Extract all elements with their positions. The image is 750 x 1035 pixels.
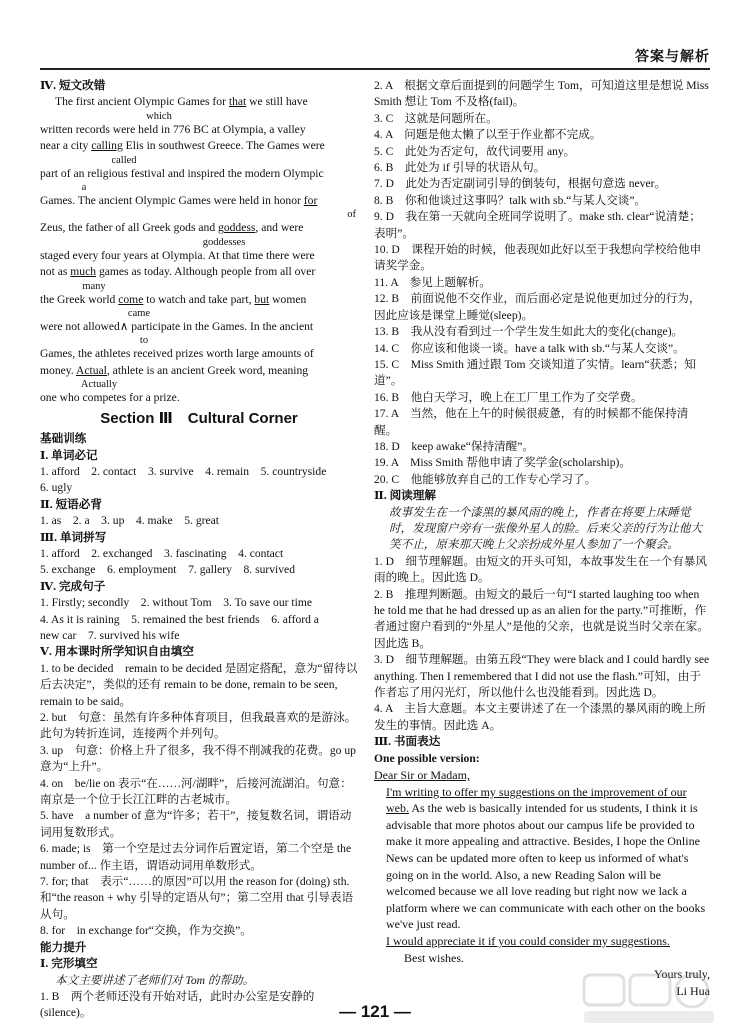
answer-item: 7. D 此处为否定副词引导的倒装句，根据句意选 never。 <box>374 177 667 191</box>
left-column <box>40 78 358 1022</box>
correction: came <box>127 308 151 320</box>
answer-item: 8. for in exchange for“交换，作为交换”。 <box>40 924 252 938</box>
answer-item: 3. D 细节理解题。由第五段“They were black and I could hardly see anything. Then I remembered that I did not use the flash.”可知，由于作者忘了用闪光灯，所以他什么也没能看到。因此选 D。 <box>374 653 710 700</box>
sub-title: Ⅳ. 完成句子 <box>40 579 106 593</box>
answer-line: 1. afford 2. exchanged 3. fascinating 4. contact <box>40 546 284 560</box>
answer-item: 18. D keep awake“保持清醒”。 <box>374 439 535 453</box>
correction: of <box>347 209 356 221</box>
answer-line: new car 7. survived his wife <box>40 628 180 642</box>
salutation: Dear Sir or Madam, <box>374 768 470 783</box>
passage-line: part of an religious festival and inspired the modern Olympic <box>40 166 324 180</box>
answer-item: 5. have a number of 意为“许多；若干”，接复数名词，谓语动词用复数形式。 <box>40 809 352 839</box>
passage-line: near a city calling Elis in southwest Greece. The Games were <box>40 139 325 153</box>
passage-line: Games, the athletes received prizes worth large amounts of <box>40 347 314 361</box>
answer-item: 8. B 你和他谈过这事吗？talk with sb.“与某人交谈”。 <box>374 193 647 207</box>
answer-item: 4. A 问题是他太懒了以至于作业都不完成。 <box>374 128 602 142</box>
passage-line: one who competes for a prize. <box>40 391 180 405</box>
sub-title: Ⅱ. 短语必背 <box>40 497 102 511</box>
essay-body: I'm writing to offer my suggestions on the improvement of our web. As the web is basically intended for us students, I think it is advisable that more photos about our campus life be provided to make it more appealing and attractive. Besides, I hope the Online News can be updated more often to keep us informed of what's going on in the world. Also, a new Reading Salon will be welcomed because we all love reading but right now we lack a platform where we can communicate with each other on the books we've just read. <box>386 784 706 932</box>
sub-title: Ⅱ. 阅读理解 <box>374 489 436 503</box>
basic-training-title: 基础训练 <box>40 432 87 446</box>
sub-title: Ⅰ. 单词必记 <box>40 448 98 462</box>
answer-item: 14. C 你应该和他谈一谈。have a talk with sb.“与某人交谈”。 <box>374 341 685 355</box>
sub-title: Ⅲ. 单词拼写 <box>40 530 107 544</box>
answer-item: 11. A 参见上题解析。 <box>374 275 491 289</box>
signature: Li Hua <box>676 983 710 998</box>
reading-intro: 故事发生在一个漆黑的暴风雨的晚上，作者在将要上床睡觉时，发现窗户旁有一张像外星人的脸。后来父亲的行为让他大笑不止，原来那天晚上父亲扮成外星人参加了一个聚会。 <box>389 505 703 552</box>
answer-item: 9. D 我在第一天就向全班同学说明了。make sth. clear“说清楚；表明”。 <box>374 210 701 240</box>
sub-title: Ⅴ. 用本课时所学知识自由填空 <box>40 645 194 659</box>
answer-item: 10. D 课程开始的时候，他表现如此好以至于我想向学校给他申请奖学金。 <box>374 243 702 273</box>
passage-line: money. Actual, athlete is an ancient Greek word, meaning <box>40 363 309 377</box>
answer-item: 1. B 两个老师还没有开始对话，此时办公室是安静的(silence)。 <box>40 989 315 1020</box>
answer-item: 20. C 他能够放弃自己的工作专心学习了。 <box>374 472 597 486</box>
answer-item: 3. C 这就是问题所在。 <box>374 111 498 125</box>
answer-line: 6. ugly <box>40 481 73 495</box>
passage-line: staged every four years at Olympia. At that time there were <box>40 248 315 262</box>
signoff: Yours truly, <box>653 967 710 982</box>
answer-line: 1. as 2. a 3. up 4. make 5. great <box>40 514 220 528</box>
watermark-logo <box>580 969 720 1029</box>
section-iv-title: Ⅳ. 短文改错 <box>40 79 106 92</box>
passage-line: written records were held in 776 BC at Olympia, a valley <box>40 122 306 136</box>
closing: Best wishes. <box>404 950 464 965</box>
passage-line: Zeus, the father of all Greek gods and goddess, and were <box>40 221 304 235</box>
essay-closing-sentence: I would appreciate it if you could consider my suggestions. <box>386 934 670 948</box>
correction: a <box>81 182 87 194</box>
answer-line: 5. exchange 6. employment 7. gallery 8. survived <box>40 563 296 577</box>
answer-item: 6. made; is 第一个空是过去分词作后置定语，第二个空是 the number of... 作主语，谓语动词用单数形式。 <box>40 842 352 872</box>
passage-line: Games. The ancient Olympic Games were held in honor for <box>40 194 318 208</box>
answer-item: 2. B 推理判断题。由短文的最后一句“I started laughing too when he told me that he had dressed up as an alien for the party.”可推断，作者通过窗户看到的“外星人”是他的父亲，也就是说当时父亲在家。因此选 B。 <box>374 587 709 650</box>
answer-item: 1. D 细节理解题。由短文的开头可知，本故事发生在一个有暴风雨的晚上。因此选 D。 <box>374 554 707 585</box>
header-title: 答案与解析 <box>635 49 710 65</box>
answer-item: 4. A 主旨大意题。本文主要讲述了在一个漆黑的暴风雨的晚上所发生的事情。因此选 A。 <box>374 702 706 732</box>
section-iii-heading: Section Ⅲ Cultural Corner <box>100 409 298 427</box>
answer-item: 16. B 他白天学习，晚上在工厂里工作为了交学费。 <box>374 390 643 404</box>
answer-item: 2. but 句意：虽然有许多种体育项目，但我最喜欢的是游泳。此句为转折连词，连接两个并列句。 <box>40 711 357 741</box>
passage-line: were not allowed∧ participate in the Games. In the ancient <box>40 320 314 334</box>
sub-title: Ⅲ. 书面表达 <box>374 735 441 749</box>
answer-item: 12. B 前面说他不交作业，而后面必定是说他更加过分的行为，因此应该是课堂上睡觉(sleep)。 <box>374 292 701 322</box>
passage-line: not as much games as today. Although people from all over <box>40 265 316 279</box>
header-rule <box>40 68 710 70</box>
right-column <box>374 78 710 999</box>
answer-item: 4. on be/lie on 表示“在……河/湖畔”，后接河流湖泊。句意：南京是一个位于长江江畔的古老城市。 <box>40 776 352 807</box>
correction: Actually <box>80 379 118 391</box>
answer-item: 13. B 我从没有看到过一个学生发生如此大的变化(change)。 <box>374 325 684 339</box>
correction: to <box>139 335 149 347</box>
answer-item: 17. A 当然，他在上午的时候很疲惫，有的时候都不能保持清醒。 <box>374 407 689 437</box>
answer-line: 4. As it is raining 5. remained the best friends 6. afford a <box>40 612 319 626</box>
answer-item: 15. C Miss Smith 通过跟 Tom 交谈知道了实情。learn“获悉；知道”。 <box>374 357 696 388</box>
correction: which <box>146 110 172 122</box>
answer-item: 19. A Miss Smith 帮他申请了奖学金(scholarship)。 <box>374 456 632 470</box>
answer-item: 7. for; that 表示“……的原因”可以用 the reason for (doing) sth. 和“the reason + why 引导的定语从句”；第二空用 that 引导表语从句。 <box>40 875 354 921</box>
page-number: — 121 — <box>339 1002 411 1021</box>
correction: called <box>111 154 137 166</box>
passage-line: The first ancient Olympic Games for that we still have <box>55 95 308 109</box>
answer-line: 1. Firstly; secondly 2. without Tom 3. To save our time <box>40 596 312 610</box>
correction: goddesses <box>202 236 246 248</box>
correction: many <box>82 280 106 292</box>
cloze-intro: 本文主要讲述了老师们对 Tom 的帮助。 <box>55 973 255 987</box>
sub-title: Ⅰ. 完形填空 <box>40 957 98 971</box>
answer-item: 3. up 句意：价格上升了很多，我不得不削减我的花费。go up 意为“上升”。 <box>40 743 356 774</box>
passage-line: the Greek world come to watch and take part, but women <box>40 292 307 306</box>
ability-title: 能力提升 <box>40 940 87 954</box>
answer-item: 5. C 此处为否定句，故代词要用 any。 <box>374 144 576 158</box>
answer-item: 6. B 此处为 if 引导的状语从句。 <box>374 161 546 175</box>
answer-line: 1. afford 2. contact 3. survive 4. remain 5. countryside <box>40 464 327 478</box>
answer-item: 2. A 根据文章后面提到的问题学生 Tom，可知道这里是想说 Miss Smith 想让 Tom 不及格(fail)。 <box>374 79 709 109</box>
answer-item: 1. to be decided remain to be decided 是固定搭配，意为“留待以后去决定”，类似的还有 remain to be done, remain to be seen, remain to be said。 <box>40 661 358 708</box>
version-label: One possible version: <box>374 751 480 765</box>
